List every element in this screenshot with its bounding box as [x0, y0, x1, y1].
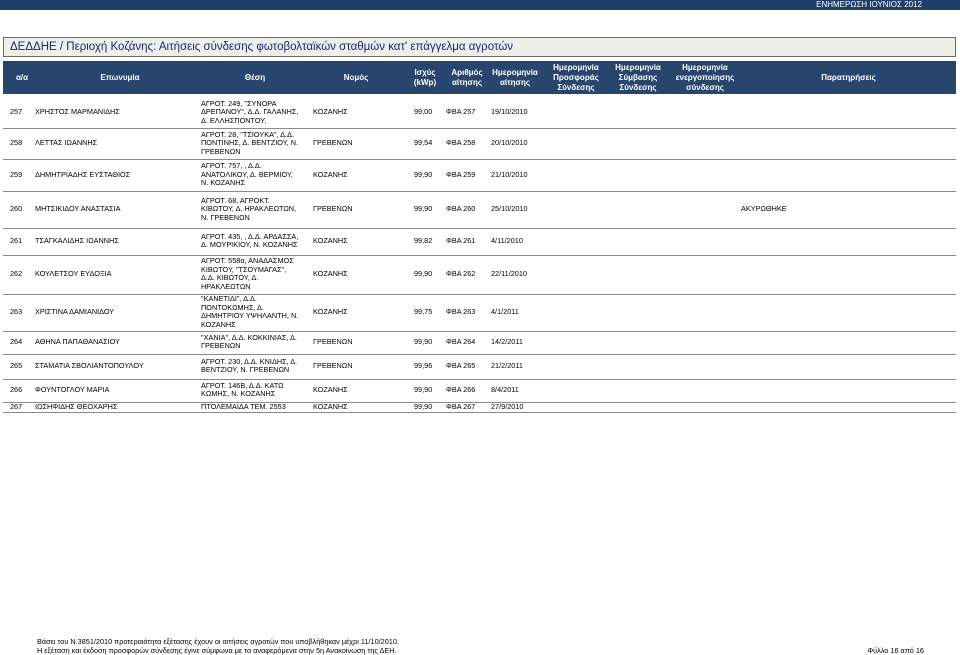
cell-app-date: 25/10/2010: [491, 204, 528, 214]
cell-app-no: ΦΒΑ 259: [446, 169, 476, 179]
cell-app-date: 21/2/2011: [491, 361, 523, 371]
cell-app-no: ΦΒΑ 264: [446, 337, 476, 347]
cell-location: ΑΓΡΟΤ. 28, "ΤΣΙΟΥΚΑ", Δ.Δ. ΠΟΝΤΙΝΗΣ, Δ. ΒΕΝΤΖΙΟΥ, Ν. ΓΡΕΒΕΝΩΝ: [201, 129, 299, 156]
cell-app-date: 4/1/2011: [491, 307, 519, 317]
footer-note-1: Βάσει του Ν.3851/2010 προτεραιότητα εξέτασης έχουν οι αιτήσεις αγροτών που υποβλήθηκαν μέχρι 11/10/2010.: [37, 637, 399, 646]
cell-location: ΑΓΡΟΤ. 435, , Δ.Δ. ΑΡΔΑΣΣΑ, Δ. ΜΟΥΡΙΚΙΟΥ, Ν. ΚΟΖΑΝΗΣ: [201, 231, 299, 250]
top-banner: [0, 0, 960, 10]
cell-location: ΠΤΟΛΕΜΑΙΔΑ ΤΕΜ. 2553: [201, 401, 286, 411]
cell-name: ΦΟΥΝΤΟΓΛΟΥ ΜΑΡΙΑ: [35, 385, 110, 395]
row-divider: [3, 354, 956, 355]
cell-aa: 262: [10, 269, 23, 279]
cell-prefecture: ΚΟΖΑΝΗΣ: [313, 107, 348, 117]
header-power: Ισχύς (kWp): [413, 67, 437, 87]
cell-name: ΣΤΑΜΑΤΙΑ ΣΒΟΛΙΑΝΤΟΠΟΥΛΟΥ: [35, 361, 144, 371]
cell-power: 99,90: [414, 401, 433, 411]
cell-location: ΑΓΡΟΤ. 558α, ΑΝΑΔΑΣΜΟΣ ΚΙΒΩΤΟΥ, "ΤΣΟΥΜΑΓΑΣ", Δ.Δ. ΚΙΒΩΤΟΥ, Δ. ΗΡΑΚΛΕΩΤΩΝ: [201, 256, 294, 292]
row-divider: [3, 228, 956, 229]
header-location: Θέση: [244, 72, 266, 82]
row-divider: [3, 255, 956, 256]
cell-power: 99,75: [414, 307, 433, 317]
row-divider: [3, 128, 956, 129]
cell-aa: 263: [10, 307, 23, 317]
cell-aa: 257: [10, 107, 23, 117]
cell-app-no: ΦΒΑ 265: [446, 361, 476, 371]
header-name: Επωνυμία: [100, 72, 140, 82]
cell-prefecture: ΚΟΖΑΝΗΣ: [313, 169, 348, 179]
header-aa: α/α: [15, 72, 29, 82]
cell-app-no: ΦΒΑ 262: [446, 269, 476, 279]
cell-aa: 259: [10, 169, 23, 179]
title-bar: [3, 37, 956, 57]
cell-app-date: 4/11/2010: [491, 236, 523, 246]
cell-power: 99,54: [414, 138, 433, 148]
cell-location: ΑΓΡΟΤ. 68, ΑΓΡΟΚΤ. ΚΙΒΩΤΟΥ, Δ. ΗΡΑΚΛΕΩΤΩΝ, Ν. ΓΡΕΒΕΝΩΝ: [201, 195, 297, 222]
row-divider: [3, 379, 956, 380]
cell-power: 99,96: [414, 361, 433, 371]
cell-location: "ΧΑΝΙΑ", Δ.Δ. ΚΟΚΚΙΝΙΑΣ, Δ. ΓΡΕΒΕΝΩΝ: [201, 332, 297, 351]
header-prefecture: Νομός: [343, 72, 369, 82]
cell-location: ΑΓΡΟΤ. 230, Δ.Δ. ΚΝΙΔΗΣ, Δ. ΒΕΝΤΖΙΟΥ, Ν. ΓΡΕΒΕΝΩΝ: [201, 356, 298, 375]
cell-name: ΧΡΙΣΤΙΝΑ ΔΑΜΙΑΝΙΔΟΥ: [35, 307, 115, 317]
cell-app-no: ΦΒΑ 267: [446, 401, 476, 411]
table-header: [3, 61, 956, 94]
row-divider: [3, 191, 956, 192]
row-divider: [3, 294, 956, 295]
header-contract-date: Ημερομηνία Σύμβασης Σύνδεσης: [615, 62, 661, 92]
cell-app-date: 19/10/2010: [491, 107, 528, 117]
cell-prefecture: ΚΟΖΑΝΗΣ: [313, 307, 348, 317]
cell-aa: 266: [10, 385, 23, 395]
cell-location: "ΚΑΝΕΤΙΔΙ", Δ.Δ. ΠΟΝΤΟΚΩΜΗΣ, Δ. ΔΗΜΗΤΡΙΟΥ ΥΨΗΛΑΝΤΗ, Ν. ΚΟΖΑΝΗΣ: [201, 294, 299, 330]
footer-note-2: Η εξέταση και έκδοση προσφορών σύνδεσης έγινε σύμφωνα με τα αναφερόμενα στην 5η Ανακοίνωση της ΔΕΗ.: [37, 646, 397, 655]
cell-location: ΑΓΡΟΤ. 757, , Δ.Δ. ΑΝΑΤΟΛΙΚΟΥ, Δ. ΒΕΡΜΙΟΥ, Ν. ΚΟΖΑΝΗΣ: [201, 161, 293, 188]
cell-aa: 258: [10, 138, 23, 148]
cell-app-no: ΦΒΑ 260: [446, 204, 476, 214]
cell-app-date: 21/10/2010: [491, 169, 528, 179]
header-app-date: Ημερομηνία αίτησης: [492, 67, 538, 87]
cell-name: ΛΕΤΤΑΣ ΙΩΑΝΝΗΣ: [35, 138, 98, 148]
header-notes: Παρατηρήσεις: [821, 72, 876, 82]
header-offer-date: Ημερομηνία Προσφοράς Σύνδεσης: [553, 62, 599, 92]
cell-app-no: ΦΒΑ 258: [446, 138, 476, 148]
cell-prefecture: ΚΟΖΑΝΗΣ: [313, 236, 348, 246]
cell-prefecture: ΓΡΕΒΕΝΩΝ: [313, 138, 353, 148]
cell-power: 99,00: [414, 107, 433, 117]
cell-aa: 260: [10, 204, 23, 214]
cell-app-no: ΦΒΑ 257: [446, 107, 476, 117]
cell-prefecture: ΓΡΕΒΕΝΩΝ: [313, 361, 353, 371]
cell-prefecture: ΚΟΖΑΝΗΣ: [313, 385, 348, 395]
cell-location: ΑΓΡΟΤ. 146Β, Δ.Δ. ΚΑΤΩ ΚΩΜΗΣ, Ν. ΚΟΖΑΝΗΣ: [201, 380, 284, 399]
cell-power: 99,90: [414, 269, 433, 279]
cell-app-date: 8/4/2011: [491, 385, 519, 395]
cell-name: ΙΩΣΗΦΙΔΗΣ ΘΕΟΧΑΡΗΣ: [35, 401, 118, 411]
cell-power: 99,82: [414, 236, 433, 246]
row-divider: [3, 331, 956, 332]
page-number: Φύλλο 16 από 16: [867, 646, 924, 655]
cell-aa: 267: [10, 401, 23, 411]
cell-power: 99,90: [414, 337, 433, 347]
cell-app-no: ΦΒΑ 266: [446, 385, 476, 395]
table-bottom-line: [3, 412, 956, 413]
cell-power: 99,90: [414, 385, 433, 395]
cell-power: 99,90: [414, 169, 433, 179]
cell-notes: ΑΚΥΡΩΘΗΚΕ: [741, 204, 787, 214]
cell-app-date: 22/11/2010: [491, 269, 527, 279]
cell-prefecture: ΓΡΕΒΕΝΩΝ: [313, 337, 353, 347]
cell-app-date: 20/10/2010: [491, 138, 528, 148]
cell-app-date: 14/2/2011: [491, 337, 523, 347]
cell-app-no: ΦΒΑ 263: [446, 307, 476, 317]
cell-name: ΧΡΗΣΤΟΣ ΜΑΡΜΑΝΙΔΗΣ: [35, 107, 120, 117]
row-divider: [3, 159, 956, 160]
cell-location: ΑΓΡΟΤ. 249, "ΣΥΝΟΡΑ ΔΡΕΠΑΝΟΥ", Δ.Δ. ΓΑΛΑΝΗΣ, Δ. ΕΛΛΗΣΠΟΝΤΟΥ,: [201, 98, 299, 125]
cell-name: ΔΗΜΗΤΡΙΑΔΗΣ ΕΥΣΤΑΘΙΟΣ: [35, 169, 131, 179]
cell-name: ΜΗΤΣΙΚΙΔΟΥ ΑΝΑΣΤΑΣΙΑ: [35, 204, 121, 214]
cell-power: 99,90: [414, 204, 433, 214]
cell-name: ΚΟΥΛΕΤΣΟΥ ΕΥΔΟΞΙΑ: [35, 269, 112, 279]
cell-prefecture: ΓΡΕΒΕΝΩΝ: [313, 204, 353, 214]
cell-prefecture: ΚΟΖΑΝΗΣ: [313, 269, 348, 279]
row-divider: [3, 402, 956, 403]
cell-aa: 264: [10, 337, 23, 347]
cell-aa: 265: [10, 361, 23, 371]
cell-prefecture: ΚΟΖΑΝΗΣ: [313, 401, 348, 411]
cell-name: ΤΣΑΓΚΑΛΙΔΗΣ ΙΩΑΝΝΗΣ: [35, 236, 119, 246]
page-title: ΔΕΔΔΗΕ / Περιοχή Κοζάνης: Αιτήσεις σύνδεσης φωτοβολταϊκών σταθμών κατ' επάγγελμα αγροτών: [10, 41, 514, 53]
cell-app-date: 27/9/2010: [491, 401, 524, 411]
cell-name: ΑΘΗΝΑ ΠΑΠΑΘΑΝΑΣΙΟΥ: [35, 337, 120, 347]
header-activation-date: Ημερομηνία ενεργοποίησης σύνδεσης: [675, 62, 735, 92]
header-app-no: Αριθμός αίτησης: [451, 67, 483, 87]
update-label: ΕΝΗΜΕΡΩΣΗ ΙΟΥΝΙΟΣ 2012: [816, 0, 922, 9]
cell-app-no: ΦΒΑ 261: [446, 236, 476, 246]
cell-aa: 261: [10, 236, 23, 246]
